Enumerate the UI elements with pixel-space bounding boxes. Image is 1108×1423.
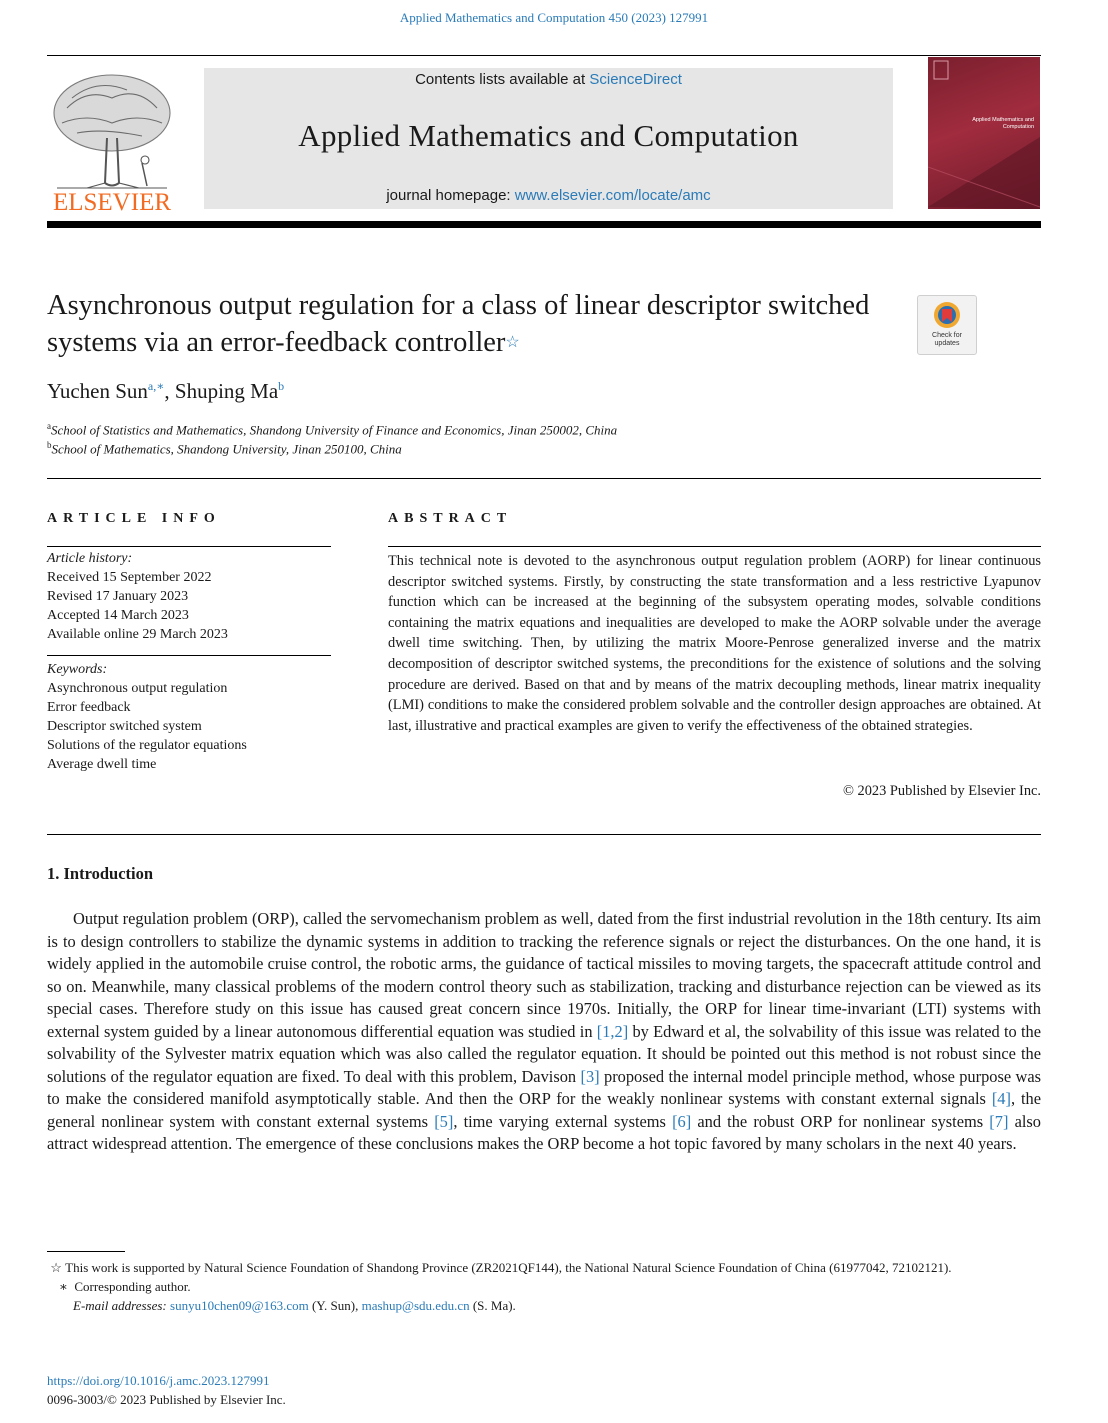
journal-reference[interactable]: Applied Mathematics and Computation 450 (2023) 127991 bbox=[399, 10, 709, 25]
history-online: Available online 29 March 2023 bbox=[47, 627, 228, 642]
abstract-copyright: © 2023 Published by Elsevier Inc. bbox=[843, 783, 1041, 799]
elsevier-logo bbox=[47, 68, 177, 213]
cover-pattern-icon bbox=[928, 57, 1040, 209]
email-owner: (S. Ma). bbox=[472, 1298, 516, 1313]
affiliation-mark: b bbox=[47, 440, 52, 450]
affiliation bbox=[47, 440, 402, 457]
crossmark-label bbox=[918, 332, 976, 348]
title-footnote-mark[interactable]: ☆ bbox=[505, 334, 520, 351]
history-accepted: Accepted 14 March 2023 bbox=[47, 608, 189, 623]
abstract-text: This technical note is devoted to the asynchronous output regulation problem (AORP) for linear continuous descriptor switched systems. Firstly, by constructing the state transformation and a less restrictive Lyapunov function which can be increased at the beginning of the subsystem operating modes, solvable conditions containing the matrix equations and inequalities are developed to make the AORP solvable under the average dwell time switching. Then, by utilizing the matrix Moore-Penrose generalized inverse and the matrix decomposition of descriptor switched systems, the preconditions for the existence of solutions and the solving procedure are derived. Based on that and by means of the matrix decoupling methods, linear matrix inequality (LMI) conditions to make the considered problem solvable and the controller design approaches are obtained. At last, illustrative and practical examples are given to verify the effectiveness of the obtained strategies. bbox=[388, 553, 1041, 734]
intro-text-segment: , the general nonlinear system with constant external systems bbox=[47, 1089, 1041, 1131]
article-info-rule bbox=[47, 546, 331, 547]
elsevier-wordmark: ELSEVIER bbox=[52, 189, 172, 213]
keyword-item: Asynchronous output regulation bbox=[47, 681, 228, 696]
journal-banner bbox=[204, 68, 893, 209]
affiliation bbox=[47, 421, 617, 438]
introduction-paragraph bbox=[47, 908, 1041, 1156]
author-affiliation-mark[interactable]: b bbox=[278, 379, 285, 393]
publication-info bbox=[47, 1371, 286, 1409]
keywords-label: Keywords: bbox=[47, 662, 108, 677]
affiliation-mark: a bbox=[47, 421, 51, 431]
intro-text-segment: Output regulation problem (ORP), called the servomechanism problem as well, dated from the first industrial revolution in the 18th century. Its aim is to design controllers to stabilize the dynamic systems in addition to tracking the reference signals or reject the disturbances. On the one hand, it is widely applied in the automobile cruise control, the robotic arms, the guidance of tactical missiles to moving targets, the spacecraft attitude control and so on. Meanwhile, many classical problems of the modern control theory such as stabilization, tracking and disturbance rejection can be viewed as its special cases. Therefore study on this issue has caused great concern since 1970s. Initially, the ORP for linear time-invariant (LTI) systems with external system guided by a linear autonomous differential equation was studied in bbox=[47, 909, 1041, 1041]
author-list: Yuchen Sun$^{a,∗}$, Shuping Ma$^b$ bbox=[47, 379, 285, 403]
citation-link[interactable]: [6] bbox=[672, 1111, 692, 1131]
keyword-item: Average dwell time bbox=[47, 757, 157, 772]
citation-link[interactable]: [7] bbox=[989, 1111, 1009, 1131]
author-affiliation-mark[interactable]: a,∗ bbox=[147, 379, 165, 393]
funding-footnote bbox=[47, 1258, 1041, 1277]
author-name[interactable]: Yuchen Sun bbox=[47, 379, 148, 403]
journal-cover[interactable] bbox=[928, 57, 1040, 209]
elsevier-tree-icon bbox=[47, 68, 177, 213]
footnote-text: Corresponding author. bbox=[74, 1279, 191, 1294]
intro-text-segment: also attract widespread attention. The emergence of these conclusions makes the ORP become a hot topic favored by many scholars in the next 40 years. bbox=[47, 1111, 1041, 1153]
affiliation-text: School of Statistics and Mathematics, Shandong University of Finance and Economics, Jinan 250002, China bbox=[51, 422, 618, 438]
homepage-line bbox=[204, 187, 893, 204]
article-info-heading: ARTICLE INFO bbox=[47, 511, 221, 526]
abstract-rule bbox=[388, 546, 1041, 547]
crossmark-line1: Check for bbox=[932, 332, 962, 339]
contents-label: Contents lists available at bbox=[415, 71, 590, 88]
crossmark-icon bbox=[918, 296, 976, 332]
intro-text-segment: , time varying external systems bbox=[453, 1111, 673, 1131]
keyword-item: Descriptor switched system bbox=[47, 719, 202, 734]
section-rule bbox=[47, 478, 1041, 479]
header-thick-rule bbox=[47, 221, 1041, 228]
footnote-rule bbox=[47, 1251, 125, 1252]
footnote-mark: ☆ bbox=[50, 1260, 62, 1275]
abstract-heading: ABSTRACT bbox=[388, 511, 513, 526]
crossmark-line2: updates bbox=[934, 340, 960, 347]
homepage-link[interactable]: www.elsevier.com/locate/amc bbox=[514, 187, 711, 204]
affiliation-text: School of Mathematics, Shandong University, Jinan 250100, China bbox=[51, 441, 402, 457]
history-label: Article history: bbox=[47, 551, 133, 566]
author-name[interactable]: Shuping Ma bbox=[174, 379, 279, 403]
email-link[interactable]: mashup@sdu.edu.cn bbox=[361, 1298, 470, 1313]
cover-title: Applied Mathematics and Computation bbox=[972, 117, 1034, 130]
section-heading-introduction: 1. Introduction bbox=[47, 864, 154, 883]
email-footnote bbox=[47, 1296, 1041, 1315]
issn-line: 0096-3003/© 2023 Published by Elsevier Inc. bbox=[47, 1392, 286, 1407]
doi-link[interactable]: https://doi.org/10.1016/j.amc.2023.127991 bbox=[47, 1373, 270, 1388]
corresponding-footnote bbox=[47, 1277, 1041, 1296]
email-label: E-mail addresses: bbox=[73, 1298, 167, 1313]
homepage-label: journal homepage: bbox=[386, 187, 515, 204]
check-for-updates-button[interactable] bbox=[917, 295, 977, 355]
article-title-block bbox=[47, 287, 897, 361]
citation-link[interactable]: [1,2] bbox=[596, 1021, 629, 1041]
section-rule bbox=[47, 834, 1041, 835]
article-title: Asynchronous output regulation for a class of linear descriptor switched systems via an error-feedback controller bbox=[47, 290, 870, 358]
keywords bbox=[47, 660, 247, 774]
keyword-item: Error feedback bbox=[47, 700, 131, 715]
footnote-mark: ∗ bbox=[59, 1279, 68, 1294]
history-received: Received 15 September 2022 bbox=[47, 570, 212, 585]
header-top-rule bbox=[47, 55, 1041, 56]
citation-link[interactable]: [5] bbox=[434, 1111, 454, 1131]
intro-text-segment: and the robust ORP for nonlinear systems bbox=[691, 1111, 990, 1131]
history-revised: Revised 17 January 2023 bbox=[47, 589, 189, 604]
intro-text-segment: proposed the internal model principle method, whose purpose was to make the considered manifold asymptotically stable. And then the ORP for the weakly nonlinear systems with constant external signals bbox=[47, 1066, 1042, 1108]
contents-line bbox=[204, 71, 893, 88]
sciencedirect-link[interactable]: ScienceDirect bbox=[589, 71, 682, 88]
footnotes bbox=[47, 1258, 1041, 1315]
journal-title: Applied Mathematics and Computation bbox=[298, 118, 799, 153]
keyword-item: Solutions of the regulator equations bbox=[47, 738, 247, 753]
citation-link[interactable]: [3] bbox=[580, 1066, 600, 1086]
footnote-text: This work is supported by Natural Science Foundation of Shandong Province (ZR2021QF144), the National Natural Science Foundation of China (61977042, 72102121). bbox=[65, 1260, 952, 1275]
article-history bbox=[47, 549, 228, 644]
email-link[interactable]: sunyu10chen09@163.com bbox=[170, 1298, 309, 1313]
citation-link[interactable]: [4] bbox=[991, 1089, 1011, 1108]
keywords-rule bbox=[47, 655, 331, 656]
email-owner: (Y. Sun), bbox=[311, 1298, 359, 1313]
intro-text-segment: by Edward et al, the solvability of this issue was related to the solvability of the Sylvester matrix equation which was also called the regulator equation. It should be pointed out this method is not robust since the solutions of the regulator equation are fixed. To deal with this problem, Davison bbox=[47, 1021, 1041, 1086]
